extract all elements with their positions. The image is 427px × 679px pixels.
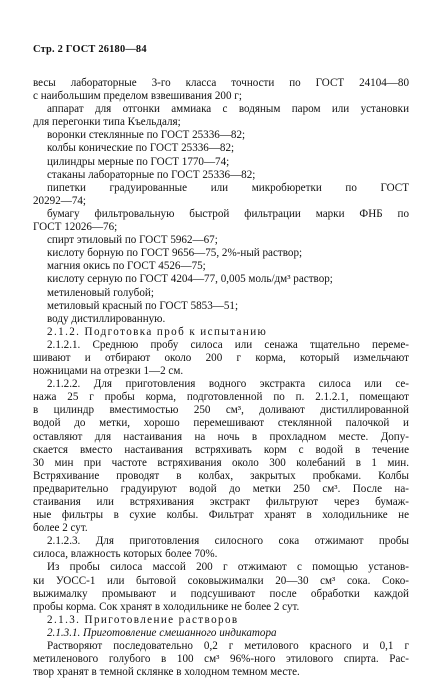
text-line: пипетки градуированные или микробюретки по ГОСТ: [47, 181, 409, 194]
text-line: 2.1.2.1. Среднюю пробу силоса или сенажа тщательно переме-: [47, 338, 409, 351]
text-line: ножницами на отрезки 1—2 см.: [33, 365, 184, 378]
text-line: 2.1.2.2. Для приготовления водного экстракта силоса или се-: [47, 378, 409, 391]
text-line: кислоту борную по ГОСТ 9656—75, 2%-ный раствор;: [47, 247, 303, 260]
text-line: магния окись по ГОСТ 4526—75;: [47, 260, 206, 273]
text-line: кислоту серную по ГОСТ 4204—77, 0,005 моль/дм³ раствор;: [47, 273, 333, 286]
text-line: 20292—74;: [33, 194, 87, 207]
text-line: воронки стеклянные по ГОСТ 25336—82;: [47, 129, 246, 142]
text-line: весы лабораторные 3-го класса точности по ГОСТ 24104—80: [33, 77, 409, 89]
text-line: Из пробы силоса массой 200 г отжимают с помощью установ-: [47, 561, 409, 574]
text-line: нажа 25 г пробы корма, подготовленной по п. 2.1.2.1, помещают: [33, 391, 409, 404]
text-line: водой до метки, хорошо перемешивают стеклянной палочкой и: [33, 417, 409, 430]
section-heading: 2.1.2. Подготовка проб к испытанию: [47, 325, 268, 338]
text-line: скается вместо настаивания встряхивать корм с водой в течение: [33, 443, 409, 456]
text-line: метиловый красный по ГОСТ 5853—51;: [47, 299, 239, 312]
text-line: Встряхивание проводят в колбах, закрытых пробками. Колбы: [33, 469, 409, 482]
text-line: в цилиндр вместимостью 250 см³, доливают дистиллированной: [33, 404, 409, 417]
text-line: твор хранят в темной склянке в холодном темном месте.: [33, 666, 300, 679]
text-line: 2.1.2.3. Для приготовления силосного сока отжимают пробы: [47, 535, 409, 548]
text-line: шивают и отбирают около 200 г корма, который измельчают: [33, 351, 409, 364]
text-line: оставляют для настаивания на ночь в прохладном месте. Допу-: [33, 430, 409, 443]
text-line: стаивания или встряхивания экстракт фильтруют через бумаж-: [33, 496, 409, 508]
text-line: пробы корма. Сок хранят в холодильнике не более 2 сут.: [33, 600, 300, 613]
text-line: метиленового голубого в 100 см³ 96%-ного этилового спирта. Рас-: [33, 653, 409, 666]
text-line: бумагу фильтровальную быстрой фильтрации марки ФНБ по: [47, 207, 409, 220]
text-line: ГОСТ 12026—76;: [33, 221, 118, 234]
subsection-heading: 2.1.3.1. Приготовление смешанного индикатора: [47, 626, 277, 639]
text-line: воду дистиллированную.: [47, 312, 166, 325]
text-line: с наибольшим пределом взвешивания 200 г;: [33, 90, 242, 103]
text-line: спирт этиловый по ГОСТ 5962—67;: [47, 234, 218, 247]
text-line: колбы конические по ГОСТ 25336—82;: [47, 142, 235, 155]
text-line: предварительно градуируют водой до метки 250 см³. После на-: [33, 482, 409, 495]
text-line: ки УОСС-1 или бытовой соковыжималки 20—30 см³ сока. Соко-: [33, 574, 409, 587]
text-line: метиленовый голубой;: [47, 286, 154, 299]
text-line: более 2 сут.: [33, 522, 88, 535]
text-line: аппарат для отгонки аммиака с водяным паром или установки: [47, 103, 409, 116]
page-header: Стр. 2 ГОСТ 26180—84: [33, 44, 147, 55]
text-line: стаканы лабораторные по ГОСТ 25336—82;: [47, 168, 256, 181]
text-line: 30 мин при частоте встряхивания около 300 колебаний в 1 мин.: [33, 456, 409, 469]
text-line: ные фильтры в сухие колбы. Фильтрат хранят в холодильнике не: [33, 509, 409, 522]
text-line: выжималку промывают и подсушивают после обработки каждой: [33, 587, 409, 600]
document-body: [33, 77, 409, 679]
text-line: Растворяют последовательно 0,2 г метилового красного и 0,1 г: [47, 640, 409, 653]
text-line: цилиндры мерные по ГОСТ 1770—74;: [47, 155, 230, 168]
section-heading: 2.1.3. Приготовление растворов: [47, 613, 239, 626]
text-line: для перегонки типа Къельдаля;: [33, 116, 181, 129]
text-line: силоса, влажность которых более 70%.: [33, 548, 218, 561]
